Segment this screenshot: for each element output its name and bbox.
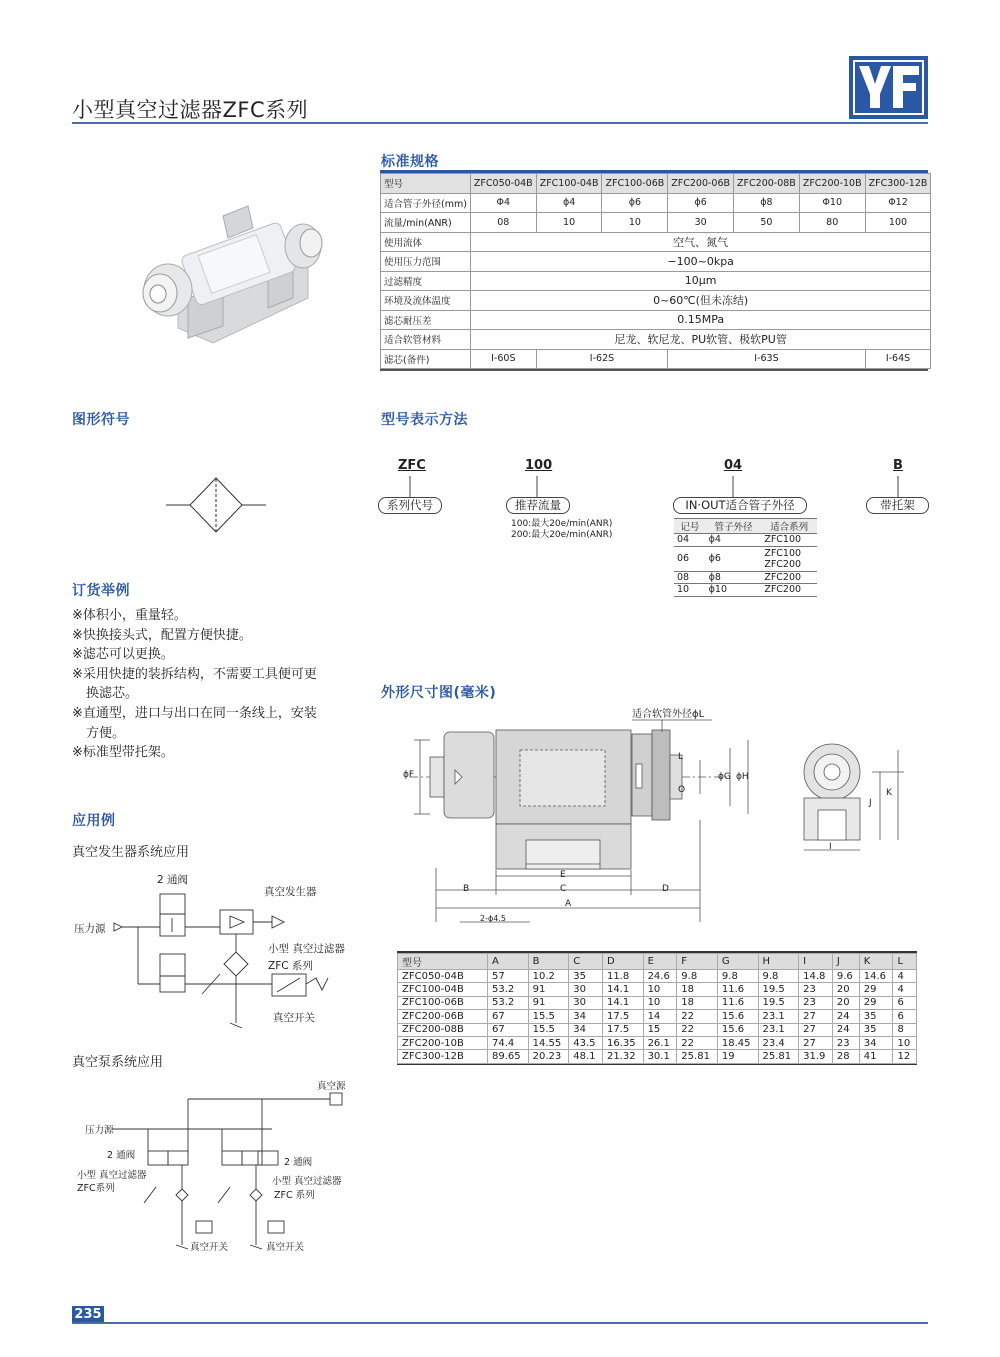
dim-cell: 23 xyxy=(799,996,833,1009)
spec-row xyxy=(381,349,931,369)
selection-cell: 适合系列 xyxy=(761,519,817,534)
dim-cell: J xyxy=(832,954,859,970)
dim-cell: 53.2 xyxy=(488,996,529,1009)
dim-cell: 9.8 xyxy=(717,970,758,983)
dim-cell: 34 xyxy=(569,1023,603,1036)
pump-pressure-label: 压力源 xyxy=(85,1125,114,1136)
dim-cell: 29 xyxy=(859,996,893,1009)
dim-cell: 9.8 xyxy=(677,970,718,983)
spec-label: 使用流体 xyxy=(381,232,471,252)
dim-phiF: ϕF xyxy=(403,770,415,780)
spec-cell: 型号 xyxy=(381,174,471,194)
spec-label: 环境及流体温度 xyxy=(381,291,471,311)
dim-cell: 20 xyxy=(832,983,859,996)
selection-cell: ZFC200 xyxy=(761,584,817,597)
spec-row xyxy=(381,271,931,291)
spec-cell: I-60S xyxy=(470,349,536,369)
spec-cell: ZFC200-08B xyxy=(734,174,800,194)
dim-O: O xyxy=(678,785,686,795)
dim-row xyxy=(398,1010,917,1023)
spec-cell: 10 xyxy=(602,213,668,233)
top-rule xyxy=(72,122,928,124)
selection-cell: ϕ4 xyxy=(706,534,762,547)
selection-cell: ϕ10 xyxy=(706,584,762,597)
spec-cell: ϕ6 xyxy=(668,193,734,213)
dim-cell: 14.1 xyxy=(602,996,643,1009)
dim-cell: 35 xyxy=(859,1010,893,1023)
dim-cell: 23.1 xyxy=(758,1023,799,1036)
bottom-rule xyxy=(72,1322,928,1324)
dim-cell: G xyxy=(717,954,758,970)
spec-label: 滤芯耐压差 xyxy=(381,310,471,330)
dim-A: A xyxy=(565,899,572,909)
spec-cell: I-64S xyxy=(865,349,931,369)
generator-system-title: 真空发生器系统应用 xyxy=(72,845,190,860)
dim-cell: 30.1 xyxy=(643,1050,677,1063)
dim-cell: 15.6 xyxy=(717,1010,758,1023)
filter-symbol xyxy=(166,475,266,535)
dim-cell: D xyxy=(602,954,643,970)
spec-cell: ZFC100-06B xyxy=(602,174,668,194)
spec-cell: 尼龙、软尼龙、PU软管、极软PU管 xyxy=(470,330,930,350)
spec-cell: 10μm xyxy=(470,271,930,291)
spec-cell: ϕ4 xyxy=(536,193,602,213)
feature-item: ※标准型带托架。 xyxy=(72,745,174,761)
dim-cell: ZFC200-10B xyxy=(398,1036,488,1049)
feature-item: 换滤芯。 xyxy=(86,686,139,702)
code-series: ZFC xyxy=(398,458,426,473)
selection-cell: 04 xyxy=(674,534,706,547)
dim-D: D xyxy=(662,884,669,894)
spec-label: 过滤精度 xyxy=(381,271,471,291)
dim-holes: 2-ϕ4.5 xyxy=(480,914,506,923)
spec-cell: 10 xyxy=(536,213,602,233)
selection-row xyxy=(674,584,817,597)
pump-filter-right-series-label: ZFC 系列 xyxy=(274,1190,315,1201)
selection-cell: 管子外径 xyxy=(706,519,762,534)
dim-K: K xyxy=(886,788,892,798)
spec-row xyxy=(381,310,931,330)
dim-cell: 15.5 xyxy=(528,1023,569,1036)
spec-section-title: 标准规格 xyxy=(381,154,439,170)
selection-series: ZFC100 xyxy=(764,547,802,559)
spec-cell: ZFC050-04B xyxy=(470,174,536,194)
dim-cell: 6 xyxy=(893,1010,917,1023)
dim-cell: 31.9 xyxy=(799,1050,833,1063)
dim-row xyxy=(398,970,917,983)
dim-cell: 9.6 xyxy=(832,970,859,983)
dim-cell: C xyxy=(569,954,603,970)
selection-table xyxy=(674,518,817,597)
dim-cell: 19.5 xyxy=(758,996,799,1009)
gen-filter-label: 小型 真空过滤器 xyxy=(268,943,345,955)
dim-cell: 34 xyxy=(859,1036,893,1049)
dim-L: L xyxy=(678,752,684,762)
pill-tube: IN·OUT适合管子外径 xyxy=(673,497,807,514)
dim-row xyxy=(398,1050,917,1063)
dim-cell: 67 xyxy=(488,1023,529,1036)
dim-cell: 48.1 xyxy=(569,1050,603,1063)
feature-item: ※直通型，进口与出口在同一条线上，安装 xyxy=(72,705,317,721)
dim-cell: 27 xyxy=(799,1023,833,1036)
dim-cell: 18 xyxy=(677,996,718,1009)
dim-cell: 89.65 xyxy=(488,1050,529,1063)
dim-cell: K xyxy=(859,954,893,970)
dim-row xyxy=(398,996,917,1009)
gen-valve-label: 2 通阀 xyxy=(157,874,189,886)
spec-cell: 100 xyxy=(865,213,931,233)
model-code-section-title: 型号表示方法 xyxy=(381,412,468,428)
gen-generator-label: 真空发生器 xyxy=(264,886,317,898)
dimension-section-title: 外形尺寸图(毫米) xyxy=(381,685,497,701)
dim-E: E xyxy=(560,870,566,880)
pump-filter-right-label: 小型 真空过滤器 xyxy=(272,1176,342,1187)
pump-valve-left-label: 2 通阀 xyxy=(107,1150,136,1161)
dim-cell: 11.6 xyxy=(717,983,758,996)
dim-cell: 15.5 xyxy=(528,1010,569,1023)
dim-header-row xyxy=(398,954,917,970)
pump-filter-left-label: 小型 真空过滤器 xyxy=(77,1170,147,1181)
dim-cell: 19 xyxy=(717,1050,758,1063)
dim-cell: ZFC100-04B xyxy=(398,983,488,996)
spec-row xyxy=(381,232,931,252)
pill-flow: 推荐流量 xyxy=(506,497,570,514)
selection-cell: ϕ8 xyxy=(706,571,762,584)
pump-switch-left-label: 真空开关 xyxy=(190,1242,229,1253)
brand-logo xyxy=(849,56,928,119)
selection-cell xyxy=(761,546,817,571)
dim-cell: 11.8 xyxy=(602,970,643,983)
dim-cell: 14.55 xyxy=(528,1036,569,1049)
feature-item: ※体积小，重量轻。 xyxy=(72,608,187,623)
dimension-drawing xyxy=(400,700,920,935)
spec-cell: 0.15MPa xyxy=(470,310,930,330)
code-flow: 100 xyxy=(525,458,553,473)
dim-cell: 24 xyxy=(832,1023,859,1036)
selection-cell: 06 xyxy=(674,546,706,571)
spec-label: 适合管子外径(mm) xyxy=(381,193,471,213)
dim-cell: 28 xyxy=(832,1050,859,1063)
dim-cell: H xyxy=(758,954,799,970)
spec-label: 适合软管材料 xyxy=(381,330,471,350)
spec-row xyxy=(381,330,931,350)
spec-cell: I-63S xyxy=(668,349,865,369)
dim-cell: 67 xyxy=(488,1010,529,1023)
application-section-title: 应用例 xyxy=(72,813,116,829)
dim-cell: 10.2 xyxy=(528,970,569,983)
spec-label: 使用压力范围 xyxy=(381,252,471,272)
dim-cell: 20 xyxy=(832,996,859,1009)
dim-cell: 25.81 xyxy=(677,1050,718,1063)
dim-row xyxy=(398,1023,917,1036)
dim-cell: 9.8 xyxy=(758,970,799,983)
flow-note: 200:最大20e/min(ANR) xyxy=(511,530,613,540)
spec-label: 滤芯(备件) xyxy=(381,349,471,369)
spec-cell: Φ10 xyxy=(799,193,865,213)
dim-cell: 29 xyxy=(859,983,893,996)
dim-row xyxy=(398,1036,917,1049)
code-tube: 04 xyxy=(724,458,743,473)
spec-cell: ZFC300-12B xyxy=(865,174,931,194)
dim-cell: 24.6 xyxy=(643,970,677,983)
selection-series: ZFC200 xyxy=(764,558,802,570)
dim-phiG: ϕG xyxy=(718,772,731,782)
page-title: 小型真空过滤器ZFC系列 xyxy=(72,98,309,122)
dim-cell: 14 xyxy=(643,1010,677,1023)
spec-cell: Φ12 xyxy=(865,193,931,213)
dim-cell: ZFC300-12B xyxy=(398,1050,488,1063)
spec-cell: Φ4 xyxy=(470,193,536,213)
dim-cell: 10 xyxy=(643,983,677,996)
dim-cell: 4 xyxy=(893,983,917,996)
selection-row xyxy=(674,571,817,584)
symbol-section-title: 图形符号 xyxy=(72,412,130,428)
dim-cell: E xyxy=(643,954,677,970)
dim-phiH: ϕH xyxy=(736,772,749,782)
dim-cell: 12 xyxy=(893,1050,917,1063)
pump-filter-left-series-label: ZFC系列 xyxy=(77,1183,115,1194)
order-section-title: 订货举例 xyxy=(72,583,130,599)
dim-tube-od-label: 适合软管外径ϕL xyxy=(632,709,705,720)
selection-cell: 10 xyxy=(674,584,706,597)
dim-cell: 4 xyxy=(893,970,917,983)
spec-cell: 空气、氮气 xyxy=(470,232,930,252)
pump-valve-right-label: 2 通阀 xyxy=(284,1157,313,1168)
pump-system-title: 真空泵系统应用 xyxy=(72,1055,164,1070)
dim-cell: 26.1 xyxy=(643,1036,677,1049)
dim-cell: 17.5 xyxy=(602,1023,643,1036)
dim-cell: 22 xyxy=(677,1010,718,1023)
generator-system-diagram xyxy=(72,868,372,1038)
feature-item: 方便。 xyxy=(86,725,126,741)
spec-cell: 30 xyxy=(668,213,734,233)
dim-cell: 22 xyxy=(677,1023,718,1036)
page-number: 235 xyxy=(72,1306,104,1323)
spec-row xyxy=(381,252,931,272)
dim-cell: 91 xyxy=(528,983,569,996)
dim-I: I xyxy=(829,842,832,852)
spec-cell: ϕ8 xyxy=(734,193,800,213)
spec-cell: 08 xyxy=(470,213,536,233)
feature-item: ※采用快捷的装拆结构，不需要工具便可更 xyxy=(72,666,317,682)
dim-cell: 23 xyxy=(799,983,833,996)
dim-cell: 41 xyxy=(859,1050,893,1063)
dim-cell: 10 xyxy=(643,996,677,1009)
dim-cell: 17.5 xyxy=(602,1010,643,1023)
dim-cell: 23.1 xyxy=(758,1010,799,1023)
dim-cell: 57 xyxy=(488,970,529,983)
selection-cell: ZFC100 xyxy=(761,534,817,547)
dim-cell: 21.32 xyxy=(602,1050,643,1063)
dim-cell: 34 xyxy=(569,1010,603,1023)
dim-cell: 35 xyxy=(569,970,603,983)
spec-cell: ZFC200-10B xyxy=(799,174,865,194)
selection-header xyxy=(674,519,817,534)
spec-cell: ZFC200-06B xyxy=(668,174,734,194)
dim-cell: 14.6 xyxy=(859,970,893,983)
dim-J: J xyxy=(869,798,872,808)
dim-cell: 16.35 xyxy=(602,1036,643,1049)
dim-cell: ZFC100-06B xyxy=(398,996,488,1009)
dimension-table xyxy=(397,951,917,1065)
selection-cell: 记号 xyxy=(674,519,706,534)
feature-item: ※快换接头式，配置方便快捷。 xyxy=(72,627,252,643)
dim-cell: A xyxy=(488,954,529,970)
dim-cell: ZFC200-06B xyxy=(398,1010,488,1023)
dim-cell: 18.45 xyxy=(717,1036,758,1049)
dim-cell: 11.6 xyxy=(717,996,758,1009)
dim-cell: 53.2 xyxy=(488,983,529,996)
code-connectors xyxy=(380,476,930,498)
pump-switch-right-label: 真空开关 xyxy=(266,1242,305,1253)
spec-row xyxy=(381,193,931,213)
pump-vacuum-source-label: 真空源 xyxy=(317,1081,346,1092)
dim-cell: F xyxy=(677,954,718,970)
spec-cell: 80 xyxy=(799,213,865,233)
dim-cell: 15.6 xyxy=(717,1023,758,1036)
flow-note: 100:最大20e/min(ANR) xyxy=(511,519,613,529)
spec-cell: ϕ6 xyxy=(602,193,668,213)
dim-cell: 30 xyxy=(569,996,603,1009)
dim-cell: 35 xyxy=(859,1023,893,1036)
spec-cell: 0~60℃(但未冻结) xyxy=(470,291,930,311)
dim-cell: 25.81 xyxy=(758,1050,799,1063)
product-photo xyxy=(128,198,338,348)
selection-row xyxy=(674,534,817,547)
spec-header-row xyxy=(381,174,931,194)
dim-cell: 14.1 xyxy=(602,983,643,996)
dim-cell: 27 xyxy=(799,1036,833,1049)
spec-label: 流量/min(ANR) xyxy=(381,213,471,233)
dim-row xyxy=(398,983,917,996)
dim-cell: 6 xyxy=(893,996,917,1009)
gen-filter-series-label: ZFC 系列 xyxy=(268,960,313,972)
spec-cell: −100~0kpa xyxy=(470,252,930,272)
dim-cell: 27 xyxy=(799,1010,833,1023)
selection-cell: ZFC200 xyxy=(761,571,817,584)
spec-row xyxy=(381,291,931,311)
selection-cell: ϕ6 xyxy=(706,546,762,571)
dim-cell: ZFC200-08B xyxy=(398,1023,488,1036)
dim-cell: 18 xyxy=(677,983,718,996)
dim-cell: 22 xyxy=(677,1036,718,1049)
dim-cell: L xyxy=(893,954,917,970)
dim-cell: 10 xyxy=(893,1036,917,1049)
dim-cell: 23.4 xyxy=(758,1036,799,1049)
gen-switch-label: 真空开关 xyxy=(273,1012,315,1024)
feature-item: ※滤芯可以更换。 xyxy=(72,647,174,663)
dim-cell: 43.5 xyxy=(569,1036,603,1049)
dim-cell: 74.4 xyxy=(488,1036,529,1049)
dim-cell: 24 xyxy=(832,1010,859,1023)
gen-pressure-label: 压力源 xyxy=(74,923,106,935)
dim-cell: ZFC050-04B xyxy=(398,970,488,983)
dim-C: C xyxy=(560,884,567,894)
dim-cell: 19.5 xyxy=(758,983,799,996)
dim-cell: 8 xyxy=(893,1023,917,1036)
code-bracket: B xyxy=(893,458,903,473)
selection-row xyxy=(674,546,817,571)
pill-bracket: 带托架 xyxy=(866,497,929,514)
feature-list xyxy=(72,606,352,763)
dim-B: B xyxy=(463,884,470,894)
dim-cell: 14.8 xyxy=(799,970,833,983)
dim-cell: 30 xyxy=(569,983,603,996)
spec-table xyxy=(380,170,928,371)
selection-cell: 08 xyxy=(674,571,706,584)
dim-cell: 型号 xyxy=(398,954,488,970)
spec-cell: ZFC100-04B xyxy=(536,174,602,194)
spec-cell: I-62S xyxy=(536,349,668,369)
pump-system-diagram xyxy=(72,1075,372,1255)
dim-cell: 23 xyxy=(832,1036,859,1049)
pill-series: 系列代号 xyxy=(378,497,442,514)
spec-row xyxy=(381,213,931,233)
dim-cell: 91 xyxy=(528,996,569,1009)
dim-cell: 15 xyxy=(643,1023,677,1036)
dim-cell: I xyxy=(799,954,833,970)
spec-cell: 50 xyxy=(734,213,800,233)
dim-cell: 20.23 xyxy=(528,1050,569,1063)
dim-cell: B xyxy=(528,954,569,970)
